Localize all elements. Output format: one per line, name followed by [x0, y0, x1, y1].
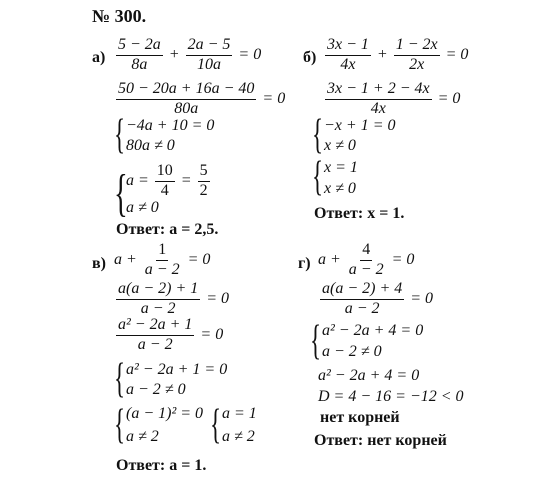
fraction-denominator: 8a: [131, 55, 148, 73]
part-a-system-2-row-2: a ≠ 0: [126, 199, 159, 216]
equals-zero: = 0: [391, 251, 415, 269]
part-g-equation-2: [318, 280, 433, 318]
part-a-system-1-row-1: −4a + 10 = 0: [126, 117, 215, 134]
system-brace: {: [114, 356, 126, 402]
system-brace: {: [310, 318, 322, 364]
equals-zero: = 0: [437, 90, 461, 108]
fraction-numerator: a(a − 2) + 4: [320, 281, 404, 300]
part-v-system-2-row-1: (a − 1)² = 0: [126, 405, 204, 422]
part-v-system-1-row-1: a² − 2a + 1 = 0: [126, 361, 228, 378]
plus-sign: +: [376, 46, 388, 64]
part-g-system-1-row-2: a − 2 ≠ 0: [322, 343, 382, 360]
fraction-denominator: a − 2: [344, 299, 380, 317]
part-g-discriminant: D = 4 − 16 = −12 < 0: [318, 388, 464, 405]
part-b-system-2-row-1: x = 1: [324, 159, 358, 176]
fraction-numerator: 10: [155, 163, 175, 182]
part-g-equation-1: [318, 242, 414, 279]
equals-zero: = 0: [238, 46, 262, 64]
fraction-denominator: 80a: [174, 99, 199, 117]
fraction-numerator: 4: [360, 242, 372, 261]
part-b-equation-2: [323, 80, 460, 118]
variable-equals: a =: [126, 172, 149, 190]
part-a-system-1-row-2: 80a ≠ 0: [126, 137, 175, 154]
equals-sign: =: [180, 172, 192, 190]
fraction-numerator: 50 − 20a + 16a − 40: [116, 81, 256, 100]
part-a-system-2-row-1: [126, 163, 212, 200]
fraction-denominator: 10a: [196, 55, 221, 73]
part-b-answer: Ответ: x = 1.: [314, 205, 405, 222]
part-v-system-2-row-2: a ≠ 2: [126, 428, 159, 445]
part-g-answer: Ответ: нет корней: [314, 432, 447, 449]
fraction-numerator: 5 − 2a: [116, 37, 163, 56]
fraction-denominator: a − 2: [144, 260, 180, 278]
system-brace: {: [312, 112, 324, 158]
fraction-denominator: 4: [160, 181, 169, 199]
fraction-numerator: 5: [198, 163, 210, 182]
part-a-label: а): [92, 49, 106, 66]
part-v-equation-2: [114, 280, 229, 318]
part-g-line-1: a² − 2a + 4 = 0: [318, 367, 420, 384]
fraction-numerator: 3x − 1 + 2 − 4x: [325, 81, 432, 100]
fraction-denominator: 4x: [370, 99, 386, 117]
part-b-system-1-row-2: x ≠ 0: [324, 137, 356, 154]
plus-sign: +: [168, 46, 180, 64]
system-brace: {: [114, 165, 128, 222]
fraction-numerator: 1 − 2x: [394, 37, 440, 56]
variable-plus: a +: [318, 251, 341, 269]
system-brace: {: [114, 112, 126, 158]
part-g-label: г): [298, 255, 311, 272]
fraction-numerator: 1: [156, 242, 168, 261]
problem-number: № 300.: [92, 6, 147, 26]
part-v-system-3-row-1: a = 1: [222, 405, 257, 422]
fraction-numerator: 2a − 5: [186, 37, 233, 56]
part-b-equation-1: [323, 36, 468, 74]
fraction-denominator: a − 2: [140, 299, 176, 317]
part-b-system-1-row-1: −x + 1 = 0: [324, 117, 396, 134]
fraction-denominator: a − 2: [348, 260, 384, 278]
variable-plus: a +: [114, 251, 137, 269]
fraction-denominator: 2: [199, 181, 208, 199]
part-v-equation-3: [114, 316, 223, 354]
fraction-numerator: 3x − 1: [325, 37, 371, 56]
part-v-answer: Ответ: a = 1.: [116, 457, 207, 474]
fraction-numerator: a(a − 2) + 1: [116, 281, 200, 300]
fraction-numerator: a² − 2a + 1: [116, 317, 194, 336]
part-a-equation-1: [114, 36, 261, 74]
equals-zero: = 0: [200, 326, 224, 344]
equals-zero: = 0: [262, 90, 286, 108]
system-brace: {: [312, 154, 324, 200]
equals-zero: = 0: [445, 46, 469, 64]
equals-zero: = 0: [187, 251, 211, 269]
part-g-system-1-row-1: a² − 2a + 4 = 0: [322, 322, 424, 339]
part-a-answer: Ответ: a = 2,5.: [116, 221, 219, 238]
part-g-no-roots: нет корней: [320, 409, 400, 426]
part-b-label: б): [303, 49, 317, 66]
part-a-equation-2: [114, 80, 285, 118]
equals-zero: = 0: [206, 290, 230, 308]
system-brace: {: [114, 402, 126, 448]
part-v-system-1-row-2: a − 2 ≠ 0: [126, 381, 186, 398]
fraction-denominator: 2x: [409, 55, 425, 73]
part-b-system-2-row-2: x ≠ 0: [324, 180, 356, 197]
equals-zero: = 0: [410, 290, 434, 308]
part-v-system-3-row-2: a ≠ 2: [222, 428, 255, 445]
part-v-equation-1: [114, 242, 210, 279]
fraction-denominator: 4x: [340, 55, 356, 73]
fraction-denominator: a − 2: [137, 335, 173, 353]
part-v-label: в): [92, 255, 106, 272]
system-brace: {: [210, 402, 222, 448]
